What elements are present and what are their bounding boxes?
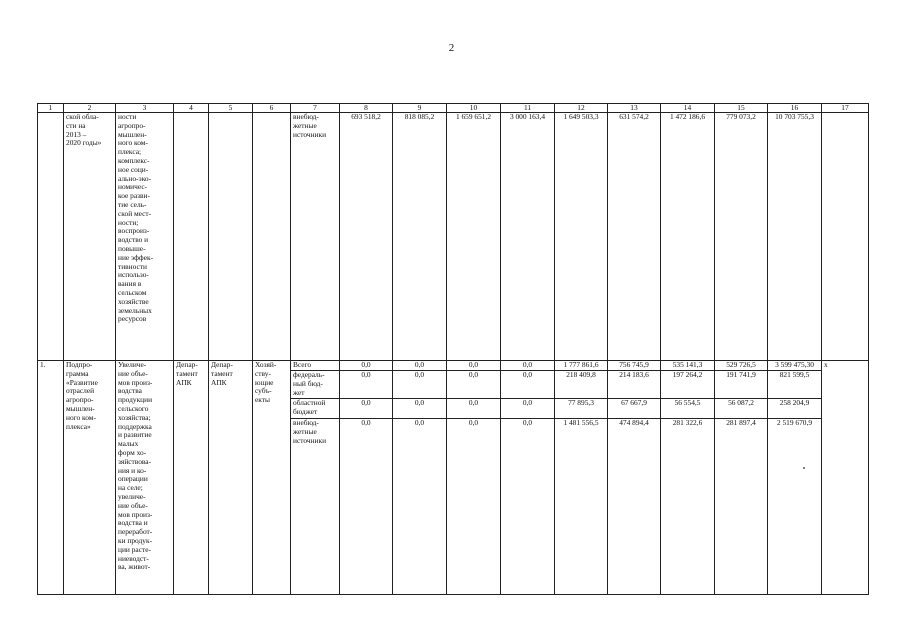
cell-line: воспроиз- (118, 226, 150, 236)
cell-line: комплекс- (118, 155, 150, 165)
cell-line: АПК (176, 377, 192, 387)
cell-line: ности (118, 112, 137, 121)
cell-line: на селе; (118, 483, 143, 493)
cell-line: переработ- (118, 527, 153, 537)
scan-speck (803, 467, 805, 469)
cell-value: 1 472 186,6 (661, 113, 715, 361)
cell-line: использо- (118, 270, 149, 280)
cell-line: Депар- (211, 360, 233, 369)
cell-line: Хозяй- (255, 360, 277, 369)
page-number: 2 (448, 42, 455, 54)
cell-executor (174, 361, 209, 595)
cell-line: ской мест- (118, 208, 152, 218)
cell-line: внебюд- (293, 112, 319, 121)
cell-line: бюджет (293, 406, 318, 416)
cell-line: ниеводст- (118, 553, 149, 563)
cell-line: федераль- (293, 370, 325, 379)
cell-value: 3 000 163,4 (501, 113, 555, 361)
cell-index: 1. (38, 361, 64, 595)
column-header: 11 (501, 104, 555, 113)
cell-line: хозяйства; (118, 412, 151, 422)
cell-line: источники (293, 435, 327, 445)
cell-line: грамма (66, 368, 89, 378)
cell-line: сельского (118, 403, 149, 413)
column-header: 12 (555, 104, 608, 113)
cell-line: зяйствова- (118, 456, 152, 466)
cell-line: АПК (211, 377, 227, 387)
cell-line: ально-эко- (118, 173, 152, 183)
cell-coexecutor (209, 113, 253, 361)
cell-line: ющие (255, 377, 274, 387)
column-header: 14 (661, 104, 715, 113)
cell-line: жетные (293, 120, 317, 130)
column-header: 4 (174, 104, 209, 113)
cell-value: 2 519 670,9 (768, 419, 822, 595)
cell-line: сти на (66, 120, 86, 130)
cell-value: 1 481 556,5 (555, 419, 608, 595)
header-row (38, 104, 869, 113)
cell-line: сельском (118, 287, 147, 297)
table-row (38, 361, 869, 371)
cell-line: водство и (118, 235, 149, 245)
cell-note (822, 113, 869, 361)
column-header: 3 (116, 104, 174, 113)
cell-value: 197 264,2 (661, 371, 715, 399)
cell-line: повыше- (118, 243, 146, 253)
cell-value: 474 894,4 (608, 419, 661, 595)
cell-funding-source (291, 371, 340, 399)
cell-line: номичес- (118, 182, 148, 192)
cell-line: ресурсов (118, 314, 147, 324)
cell-value: 0,0 (393, 361, 447, 371)
cell-program-name (64, 361, 116, 595)
cell-executor (174, 113, 209, 361)
cell-line: кое разви- (118, 191, 150, 201)
column-header: 2 (64, 104, 116, 113)
cell-line: и развитие (118, 430, 152, 440)
column-header: 13 (608, 104, 661, 113)
cell-value: 77 895,3 (555, 399, 608, 419)
cell-value: 0,0 (393, 399, 447, 419)
cell-line: мов произ- (118, 509, 153, 519)
cell-line: водства и (118, 518, 148, 528)
cell-value: 258 204,9 (768, 399, 822, 419)
cell-value: 821 599,5 (768, 371, 822, 399)
column-header: 6 (253, 104, 291, 113)
cell-line: плекса» (66, 421, 91, 431)
cell-value: 1 777 861,6 (555, 361, 608, 371)
cell-line: операции (118, 474, 148, 484)
cell-value: 0,0 (393, 371, 447, 399)
cell-goals (116, 361, 174, 595)
cell-funding-source (291, 361, 340, 371)
cell-value: 56 087,2 (715, 399, 768, 419)
cell-line: поддержка (118, 421, 152, 431)
column-header: 17 (822, 104, 869, 113)
cell-value: 0,0 (501, 419, 555, 595)
cell-value: 0,0 (340, 419, 393, 595)
cell-line: субъ- (255, 386, 272, 396)
cell-value: 214 183,6 (608, 371, 661, 399)
cell-value: 693 518,2 (340, 113, 393, 361)
cell-line: ние объе- (118, 500, 148, 510)
cell-note: х (822, 361, 869, 595)
cell-line: тивности (118, 261, 147, 271)
cell-line: тамент (211, 368, 233, 378)
column-header: 15 (715, 104, 768, 113)
cell-value: 0,0 (447, 371, 501, 399)
cell-line: ской обла- (66, 112, 99, 121)
cell-value: 779 073,2 (715, 113, 768, 361)
cell-value: 0,0 (501, 399, 555, 419)
cell-value: 631 574,2 (608, 113, 661, 361)
column-header: 7 (291, 104, 340, 113)
cell-value: 0,0 (340, 371, 393, 399)
column-header: 9 (393, 104, 447, 113)
cell-line: ва, живот- (118, 562, 151, 572)
cell-line: ния и ко- (118, 465, 147, 475)
cell-line: ции расте- (118, 544, 151, 554)
cell-funding-source (291, 419, 340, 595)
cell-value: 529 726,5 (715, 361, 768, 371)
column-header: 8 (340, 104, 393, 113)
cell-line: областной (293, 398, 326, 407)
cell-line: мышлен- (66, 403, 95, 413)
cell-line: увеличе- (118, 491, 146, 501)
cell-line: ности; (118, 217, 139, 227)
cell-line: Увеличе- (118, 360, 147, 369)
cell-line: жет (293, 387, 305, 397)
cell-value: 0,0 (501, 361, 555, 371)
cell-funding-source (291, 113, 340, 361)
cell-line: Всего (293, 360, 312, 369)
cell-line: ного ком- (66, 412, 96, 422)
cell-line: водства (118, 386, 142, 396)
cell-line: агропро- (66, 395, 94, 405)
cell-line: ки продук- (118, 535, 153, 545)
cell-line: земельных (118, 305, 152, 315)
column-header: 10 (447, 104, 501, 113)
column-header: 1 (38, 104, 64, 113)
cell-line: продукции (118, 395, 153, 405)
cell-value: 0,0 (340, 399, 393, 419)
cell-value: 756 745,9 (608, 361, 661, 371)
cell-line: плекса; (118, 147, 142, 157)
cell-value: 191 741,9 (715, 371, 768, 399)
cell-line: ный бюд- (293, 378, 323, 388)
cell-coexecutor (209, 361, 253, 595)
cell-value: 1 649 503,3 (555, 113, 608, 361)
cell-value: 281 897,4 (715, 419, 768, 595)
cell-value: 67 667,9 (608, 399, 661, 419)
cell-value: 535 141,3 (661, 361, 715, 371)
cell-value: 1 659 651,2 (447, 113, 501, 361)
cell-participants (253, 113, 291, 361)
cell-line: внебюд- (293, 418, 319, 427)
budget-table (37, 103, 869, 595)
cell-value: 818 085,2 (393, 113, 447, 361)
cell-line: тие сель- (118, 199, 147, 209)
cell-line: 2013 – (66, 129, 87, 139)
cell-program-name (64, 113, 116, 361)
cell-line: мов произ- (118, 377, 153, 387)
cell-line: агропро- (118, 120, 146, 130)
cell-value: 56 554,5 (661, 399, 715, 419)
cell-line: Депар- (176, 360, 198, 369)
cell-value: 3 599 475,30 (768, 361, 822, 371)
table-row (38, 113, 869, 361)
cell-line: малых (118, 439, 139, 449)
cell-value: 0,0 (501, 371, 555, 399)
cell-participants (253, 361, 291, 595)
cell-line: 2020 годы» (66, 138, 102, 148)
cell-line: хозяйстве (118, 296, 149, 306)
cell-funding-source (291, 399, 340, 419)
cell-value: 218 409,8 (555, 371, 608, 399)
cell-line: ние объе- (118, 368, 148, 378)
cell-line: мышлен- (118, 129, 147, 139)
cell-line: ного ком- (118, 138, 148, 148)
column-header: 5 (209, 104, 253, 113)
cell-line: ное соци- (118, 164, 149, 174)
cell-line: жетные (293, 426, 317, 436)
cell-value: 10 703 755,3 (768, 113, 822, 361)
cell-value: 0,0 (447, 361, 501, 371)
column-header: 16 (768, 104, 822, 113)
cell-line: форм хо- (118, 447, 147, 457)
cell-value: 0,0 (393, 419, 447, 595)
cell-line: вания в (118, 279, 142, 289)
cell-index (38, 113, 64, 361)
cell-line: екты (255, 395, 270, 405)
cell-value: 281 322,6 (661, 419, 715, 595)
cell-value: 0,0 (447, 399, 501, 419)
cell-line: отраслей (66, 386, 95, 396)
cell-value: 0,0 (340, 361, 393, 371)
cell-line: ние эффек- (118, 252, 154, 262)
cell-value: 0,0 (447, 419, 501, 595)
cell-line: тамент (176, 368, 198, 378)
cell-line: «Развитие (66, 377, 98, 387)
cell-line: Подпро- (66, 360, 93, 369)
cell-line: источники (293, 129, 327, 139)
cell-line: ству- (255, 368, 271, 378)
cell-goals (116, 113, 174, 361)
